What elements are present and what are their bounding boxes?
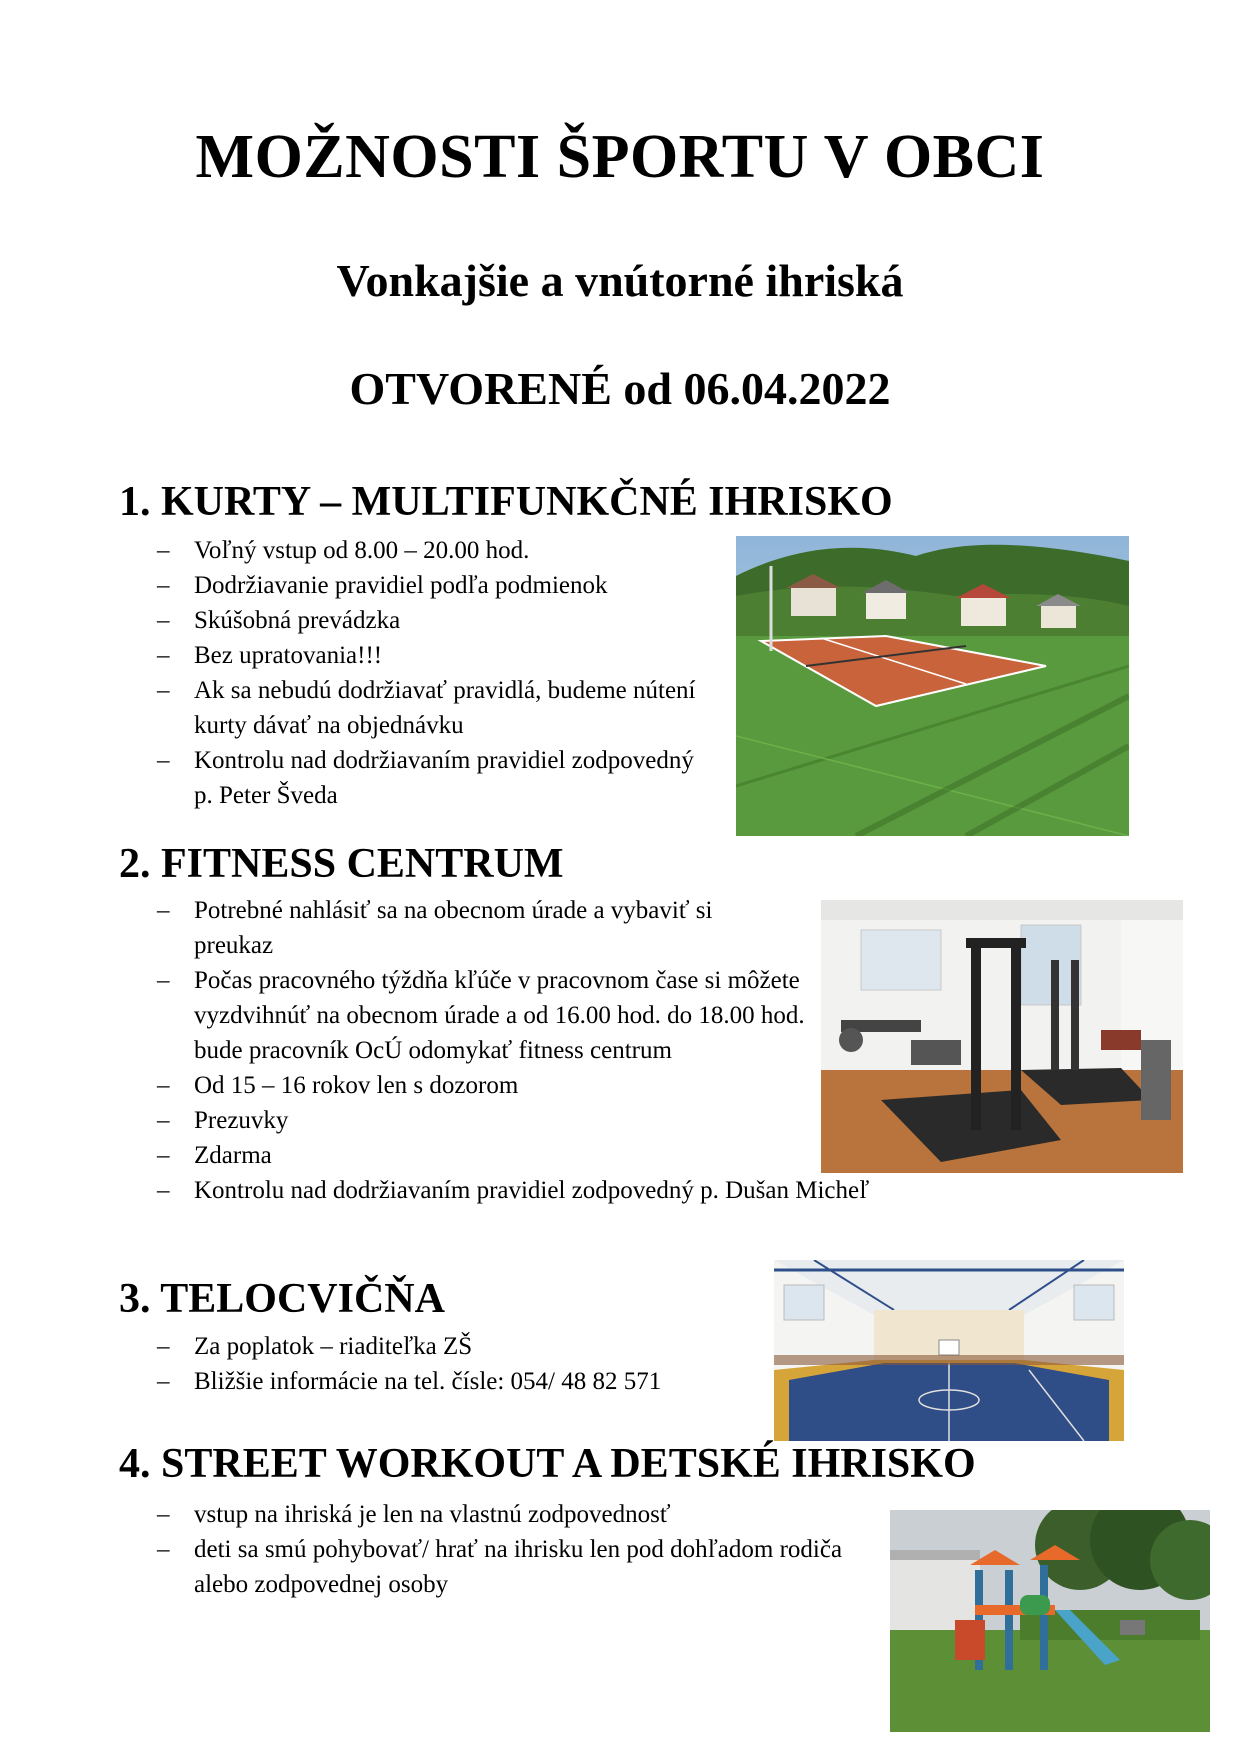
section-title-gym-hall: 3. TELOCVIČŇA <box>119 1276 445 1322</box>
fitness-list <box>157 893 870 1208</box>
list-item: – Skúšobná prevádzka <box>157 603 717 638</box>
gym-hall-list <box>157 1329 777 1399</box>
list-item: – Kontrolu nad dodržiavaním pravidiel zodpovedný p. Dušan Micheľ <box>157 1173 1094 1208</box>
list-item: – Kontrolu nad dodržiavaním pravidiel zodpovedný p. Peter Šveda <box>157 743 717 813</box>
list-item: – Bez upratovania!!! <box>157 638 717 673</box>
gym-hall-photo <box>774 1260 1124 1441</box>
page-title: MOŽNOSTI ŠPORTU V OBCI <box>195 123 1045 191</box>
page-subtitle: Vonkajšie a vnútorné ihriská <box>336 255 904 306</box>
list-item: – Zdarma <box>157 1138 807 1173</box>
courts-list <box>157 533 717 813</box>
courts-photo <box>736 536 1129 836</box>
section-title-street-workout: 4. STREET WORKOUT A DETSKÉ IHRISKO <box>119 1441 976 1487</box>
list-item: – deti sa smú pohybovať/ hrať na ihrisku len pod dohľadom rodiča alebo zodpovednej osoby <box>157 1532 894 1602</box>
list-item: – Potrebné nahlásiť sa na obecnom úrade a vybaviť si preukaz <box>157 893 774 963</box>
list-item: – Prezuvky <box>157 1103 807 1138</box>
list-item: – Za poplatok – riaditeľka ZŠ <box>157 1329 777 1364</box>
list-item: – Dodržiavanie pravidiel podľa podmienok <box>157 568 717 603</box>
list-item: – Počas pracovného týždňa kľúče v pracovnom čase si môžete vyzdvihnúť na obecnom úrade a od 16.00 hod. do 18.00 hod. bude pracovník OcÚ odomykať fitness centrum <box>157 963 814 1068</box>
list-item: – vstup na ihriská je len na vlastnú zodpovednosť <box>157 1497 877 1532</box>
list-item: – Voľný vstup od 8.00 – 20.00 hod. <box>157 533 717 568</box>
list-item: – Ak sa nebudú dodržiavať pravidlá, budeme nútení kurty dávať na objednávku <box>157 673 717 743</box>
list-item: – Bližšie informácie na tel. čísle: 054/ 48 82 571 <box>157 1364 777 1399</box>
street-workout-list <box>157 1497 877 1602</box>
section-title-fitness: 2. FITNESS CENTRUM <box>119 841 564 887</box>
playground-photo <box>890 1510 1210 1732</box>
fitness-photo <box>821 900 1183 1173</box>
list-item: – Od 15 – 16 rokov len s dozorom <box>157 1068 807 1103</box>
section-title-courts: 1. KURTY – MULTIFUNKČNÉ IHRISKO <box>119 479 893 525</box>
opening-date: OTVORENÉ od 06.04.2022 <box>349 363 891 414</box>
